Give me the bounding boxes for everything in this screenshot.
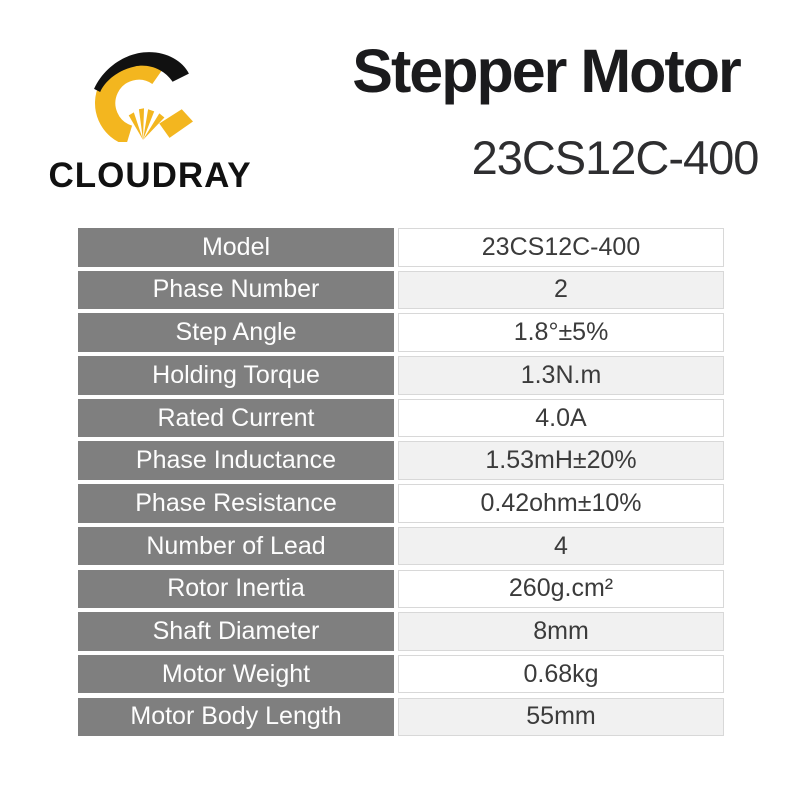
table-row	[78, 399, 724, 438]
spec-label-cell: Rated Current	[78, 399, 394, 438]
cloudray-logo-icon	[92, 48, 194, 142]
page-title: Stepper Motor	[352, 37, 740, 105]
spec-value-cell: 8mm	[398, 612, 724, 651]
table-row	[78, 228, 724, 267]
spec-value-cell: 1.3N.m	[398, 356, 724, 395]
table-row	[78, 698, 724, 737]
logo-crescent	[105, 70, 158, 136]
spec-label-cell: Phase Inductance	[78, 441, 394, 480]
spec-label-cell: Rotor Inertia	[78, 570, 394, 609]
table-row	[78, 570, 724, 609]
table-row	[78, 313, 724, 352]
spec-value-cell: 1.53mH±20%	[398, 441, 724, 480]
spec-label-cell: Motor Body Length	[78, 698, 394, 737]
spec-value-cell: 55mm	[398, 698, 724, 737]
spec-value-cell: 0.68kg	[398, 655, 724, 694]
logo-sunburst-rays	[129, 108, 193, 140]
table-row	[78, 271, 724, 310]
spec-label-cell: Shaft Diameter	[78, 612, 394, 651]
spec-label-cell: Step Angle	[78, 313, 394, 352]
spec-table	[78, 228, 724, 736]
spec-value-cell: 23CS12C-400	[398, 228, 724, 267]
table-row	[78, 655, 724, 694]
model-number-subtitle: 23CS12C-400	[471, 131, 759, 184]
table-row	[78, 612, 724, 651]
spec-value-cell: 1.8°±5%	[398, 313, 724, 352]
spec-value-cell: 4	[398, 527, 724, 566]
table-row	[78, 484, 724, 523]
table-row	[78, 527, 724, 566]
spec-label-cell: Phase Number	[78, 271, 394, 310]
table-row	[78, 441, 724, 480]
spec-value-cell: 260g.cm²	[398, 570, 724, 609]
spec-value-cell: 2	[398, 271, 724, 310]
spec-label-cell: Phase Resistance	[78, 484, 394, 523]
brand-name: CLOUDRAY	[48, 156, 252, 195]
spec-value-cell: 4.0A	[398, 399, 724, 438]
spec-label-cell: Motor Weight	[78, 655, 394, 694]
spec-label-cell: Holding Torque	[78, 356, 394, 395]
spec-label-cell: Number of Lead	[78, 527, 394, 566]
spec-label-cell: Model	[78, 228, 394, 267]
table-row	[78, 356, 724, 395]
spec-value-cell: 0.42ohm±10%	[398, 484, 724, 523]
